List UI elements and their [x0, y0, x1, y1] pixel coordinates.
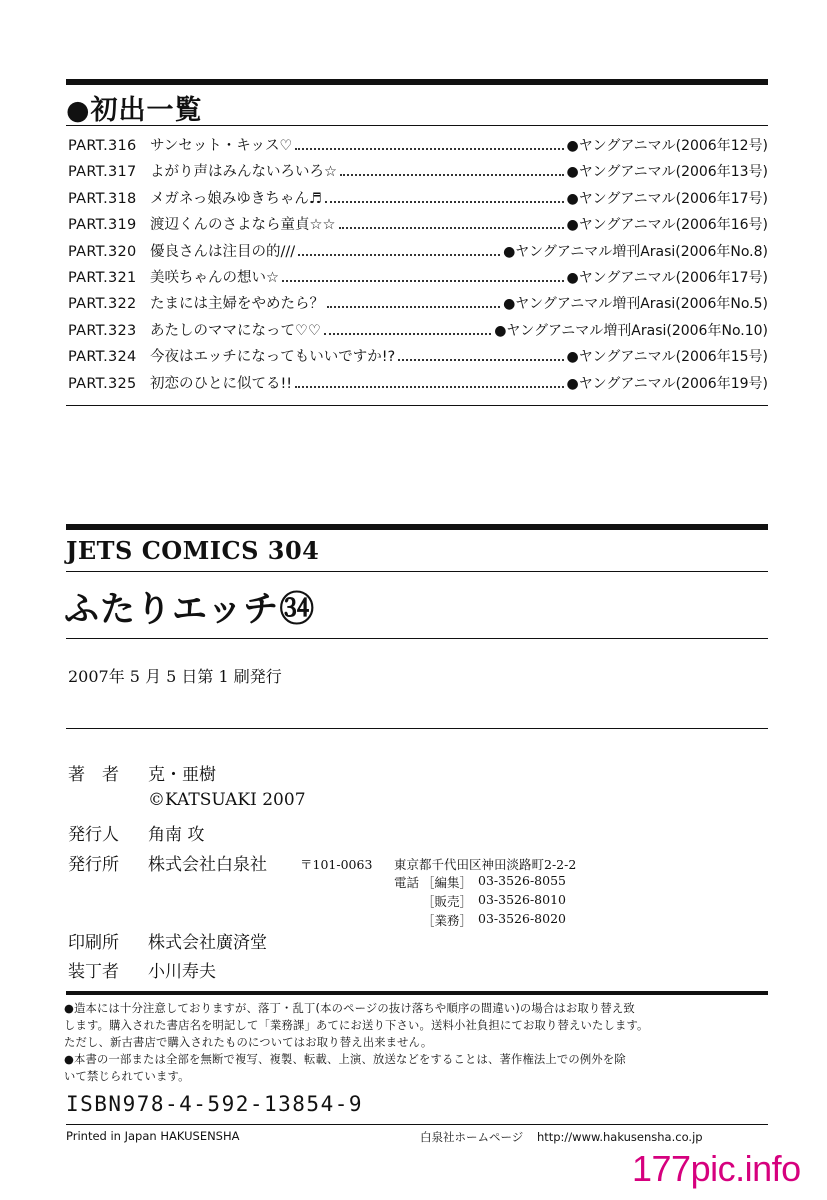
isbn-underline: [66, 1124, 768, 1125]
toc-source: ●ヤングアニマル(2006年19号): [566, 375, 768, 392]
phone-number: 03-3526-8010: [478, 892, 566, 907]
toc-part: PART.317: [68, 164, 137, 181]
phone-dept: ［業務］: [422, 913, 473, 928]
publisher-person: 角南 攻: [148, 825, 205, 845]
toc-source: ●ヤングアニマル(2006年17号): [566, 269, 768, 286]
toc-row: [68, 292, 768, 318]
toc-leader-dots: [298, 254, 500, 256]
toc-row: [68, 134, 768, 160]
toc-source: ●ヤングアニマル増刊Arasi(2006年No.5): [503, 296, 768, 313]
toc-source: ●ヤングアニマル(2006年12号): [566, 138, 768, 154]
toc-title: 渡辺くんのさよなら童貞☆☆: [150, 217, 336, 234]
homepage-label: 白泉社ホームページ: [420, 1130, 524, 1144]
isbn: ISBN978-4-592-13854-9: [66, 1092, 364, 1116]
toc-leader-dots: [340, 174, 564, 176]
top-rule-thick: [66, 79, 768, 85]
toc-row: [68, 160, 768, 186]
toc-leader-dots: [398, 359, 563, 361]
phone-dept: ［編集］: [422, 875, 473, 890]
toc-leader-dots: [325, 201, 564, 203]
toc-part: PART.323: [68, 322, 137, 339]
toc-source: ●ヤングアニマル増刊Arasi(2006年No.10): [494, 322, 768, 339]
series-underline: [66, 571, 768, 572]
toc-row: [68, 345, 768, 371]
printed-in-japan: Printed in Japan HAKUSENSHA: [66, 1129, 240, 1143]
note-line: ●造本には十分注意しておりますが、落丁・乱丁(本のページの抜け落ちや順序の間違い)の場合はお取り替え致: [64, 1002, 635, 1015]
author-name: 克・亜樹: [148, 765, 216, 785]
toc-part: PART.321: [68, 269, 137, 286]
designer-name: 小川寿夫: [148, 962, 216, 982]
toc-list: [68, 134, 768, 398]
toc-part: PART.325: [68, 375, 137, 392]
phone-dept: ［販売］: [422, 894, 473, 909]
phone-label: 電話: [394, 875, 420, 890]
phone-number: 03-3526-8055: [478, 873, 566, 888]
toc-part: PART.319: [68, 217, 137, 234]
toc-row: [68, 372, 768, 398]
homepage-url[interactable]: http://www.hakusensha.co.jp: [536, 1130, 703, 1144]
toc-source: ●ヤングアニマル(2006年16号): [566, 217, 768, 234]
toc-leader-dots: [324, 333, 491, 335]
designer-label: 装丁者: [68, 962, 119, 982]
toc-title: 優良さんは注目の的///: [150, 243, 296, 260]
toc-source: ●ヤングアニマル(2006年13号): [566, 164, 768, 181]
toc-source: ●ヤングアニマル増刊Arasi(2006年No.8): [503, 243, 768, 260]
notes-rule-thick: [66, 991, 768, 995]
toc-part: PART.316: [68, 138, 137, 154]
book-title: ふたりエッチ㉞: [64, 590, 316, 630]
toc-title: よがり声はみんないろいろ☆: [150, 164, 337, 181]
address: 東京都千代田区神田淡路町2-2-2: [394, 857, 577, 872]
toc-leader-dots: [327, 306, 500, 308]
printer-label: 印刷所: [68, 933, 119, 953]
toc-bottom-rule: [66, 405, 768, 406]
toc-title: たまには主婦をやめたら？: [150, 296, 324, 313]
toc-title: あたしのママになって♡♡: [150, 322, 321, 339]
toc-leader-dots: [339, 227, 564, 229]
toc-title: サンセット・キッス♡: [150, 138, 293, 154]
note-line: します。購入された書店名を明記して「業務課」あてにお送り下さい。送料小社負担にてお取り替えいたします。: [64, 1019, 649, 1032]
note-line: ●本書の一部または全部を無断で複写、複製、転載、上演、放送などをすることは、著作権法上での例外を除: [64, 1053, 626, 1066]
toc-part: PART.320: [68, 243, 137, 260]
toc-leader-dots: [295, 386, 563, 388]
toc-row: [68, 319, 768, 345]
toc-row: [68, 187, 768, 213]
toc-row: [68, 240, 768, 266]
copyright: ©KATSUAKI 2007: [148, 790, 306, 810]
publisher-person-label: 発行人: [68, 825, 119, 845]
printer-name: 株式会社廣済堂: [148, 933, 267, 953]
series-label: JETS COMICS 304: [66, 536, 320, 565]
note-line: ただし、新古書店で購入されたものについてはお取り替え出来ません。: [64, 1036, 433, 1049]
watermark: 177pic.info: [632, 1148, 801, 1189]
toc-part: PART.318: [68, 190, 137, 207]
homepage: [420, 1129, 703, 1145]
toc-title: 今夜はエッチになってもいいですか!?: [150, 349, 396, 366]
toc-part: PART.324: [68, 349, 137, 366]
toc-leader-dots: [282, 280, 564, 282]
date-underline: [66, 728, 768, 729]
publication-date: 2007年 5 月 5 日第 1 刷発行: [68, 667, 282, 686]
notes-block: [64, 1000, 770, 1085]
postal-code: 〒101-0063: [300, 857, 373, 872]
toc-row: [68, 266, 768, 292]
publisher-name: 株式会社白泉社: [148, 855, 267, 875]
toc-title: 初恋のひとに似てる!!: [150, 375, 293, 392]
toc-row: [68, 213, 768, 239]
author-label: 著 者: [68, 765, 119, 785]
toc-title: メガネっ娘みゆきちゃん♬: [150, 190, 322, 207]
toc-part: PART.322: [68, 296, 137, 313]
toc-leader-dots: [295, 148, 563, 150]
toc-source: ●ヤングアニマル(2006年17号): [566, 190, 768, 207]
toc-title: 美咲ちゃんの想い☆: [150, 269, 279, 286]
title-underline: [66, 638, 768, 639]
section-title: ●初出一覧: [66, 95, 203, 126]
colophon-rule-thick: [66, 524, 768, 530]
publisher-label: 発行所: [68, 855, 119, 875]
toc-source: ●ヤングアニマル(2006年15号): [566, 349, 768, 366]
note-line: いて禁じられています。: [64, 1070, 190, 1083]
phone-number: 03-3526-8020: [478, 911, 566, 926]
